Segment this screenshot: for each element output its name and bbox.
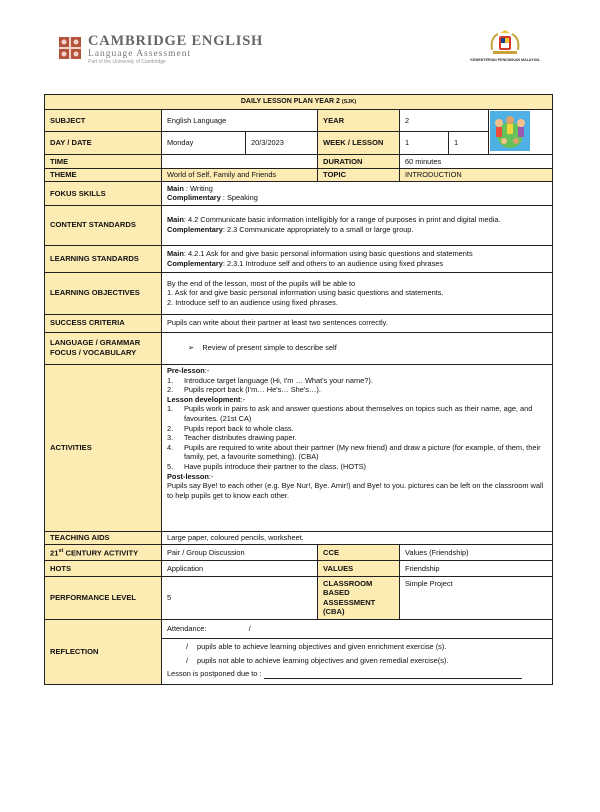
plan-title: DAILY LESSON PLAN YEAR 2 (SJK) bbox=[45, 95, 553, 110]
cambridge-tagline: Part of the University of Cambridge bbox=[88, 59, 166, 65]
subject-row bbox=[45, 109, 553, 132]
time-row bbox=[45, 155, 553, 169]
subject-label: SUBJECT bbox=[45, 109, 162, 132]
reflection-value bbox=[162, 619, 553, 684]
values-label: VALUES bbox=[318, 561, 400, 577]
day-value: Monday bbox=[162, 132, 246, 155]
activity-step bbox=[167, 433, 547, 443]
duration-value: 60 minutes bbox=[400, 155, 553, 169]
step-text: Pupils report back to whole class. bbox=[184, 423, 294, 433]
hots-row bbox=[45, 561, 553, 577]
time-label: TIME bbox=[45, 155, 162, 169]
week-label: WEEK / LESSON bbox=[318, 132, 400, 155]
step-number: 2. bbox=[167, 423, 174, 433]
focus-row bbox=[45, 182, 553, 205]
cambridge-shield-logo bbox=[58, 36, 82, 60]
date-value: 20/3/2023 bbox=[246, 132, 318, 155]
reflection-divider bbox=[162, 638, 552, 639]
success-criteria-row bbox=[45, 314, 553, 332]
language-focus-row bbox=[45, 332, 553, 364]
kids-image-cell bbox=[489, 109, 553, 155]
cambridge-subtitle: Language Assessment bbox=[88, 49, 192, 59]
cambridge-title: CAMBRIDGE ENGLISH bbox=[88, 33, 264, 49]
reflection-row bbox=[45, 619, 553, 684]
focus-value: Main : Writing Complimentary : Speaking bbox=[162, 182, 553, 205]
activity-step bbox=[167, 424, 547, 434]
cba-value: Simple Project bbox=[400, 577, 553, 619]
learning-objectives-value: By the end of the lesson, most of the pupils will be able to 1. Ask for and give basic personal information using basic questions and statements. 2. Introduce self to an audience using fixed phrases. bbox=[162, 272, 553, 314]
step-number: 3. bbox=[167, 433, 174, 443]
lesson-development-heading: Lesson development:- bbox=[167, 394, 246, 404]
activities-label: ACTIVITIES bbox=[45, 364, 162, 531]
cce-label: CCE bbox=[318, 545, 400, 561]
century-activity-label: 21st CENTURY ACTIVITY bbox=[45, 545, 162, 561]
title-row bbox=[45, 95, 553, 110]
step-text: Have pupils introduce their partner to the class. (HOTS) bbox=[184, 462, 366, 471]
reflection-line-2: / pupils not able to achieve learning objectives and given remedial exercise(s). bbox=[185, 655, 449, 665]
focus-label: FOKUS SKILLS bbox=[45, 182, 162, 205]
content-standards-value: Main: 4.2 Communicate basic information intelligibly for a range of purposes in print and digital media. Complementary: 2.3 Communicate appropriately to a small or large group. bbox=[162, 205, 553, 245]
step-number: 4. bbox=[167, 442, 174, 452]
step-number: 5. bbox=[167, 462, 174, 471]
lesson-plan-table bbox=[44, 94, 553, 685]
day-label: DAY / DATE bbox=[45, 132, 162, 155]
attendance-line: Attendance: / bbox=[167, 624, 251, 634]
postponed-line: Lesson is postponed due to : bbox=[167, 669, 547, 679]
cambridge-wordmark bbox=[88, 34, 263, 66]
step-number: 1. bbox=[167, 375, 174, 385]
theme-row bbox=[45, 168, 553, 182]
step-text: Pupils work in pairs to ask and answer questions about themselves on topics such as their name, age, and favourites. (21st CA) bbox=[184, 404, 533, 424]
learning-standards-row bbox=[45, 245, 553, 272]
century-activity-value: Pair / Group Discussion bbox=[162, 545, 318, 561]
teaching-aids-row bbox=[45, 531, 553, 545]
learning-objectives-label: LEARNING OBJECTIVES bbox=[45, 272, 162, 314]
day-row bbox=[45, 132, 553, 155]
language-focus-value: ➢ Review of present simple to describe self bbox=[162, 332, 553, 364]
children-clipart-image bbox=[490, 111, 530, 151]
lesson-value: 1 bbox=[449, 132, 489, 155]
step-number: 2. bbox=[167, 385, 174, 395]
language-focus-label: LANGUAGE / GRAMMAR FOCUS / VOCABULARY bbox=[45, 332, 162, 364]
topic-value: INTRODUCTION bbox=[400, 168, 553, 182]
reflection-line-1: / pupils able to achieve learning objectives and given enrichment exercise (s). bbox=[185, 641, 447, 651]
performance-level-row bbox=[45, 577, 553, 619]
year-value: 2 bbox=[400, 109, 489, 132]
activities-value bbox=[162, 364, 553, 531]
success-criteria-label: SUCCESS CRITERIA bbox=[45, 314, 162, 332]
step-number: 1. bbox=[167, 404, 174, 414]
step-text: Teacher distributes drawing paper. bbox=[184, 433, 297, 443]
subject-value: English Language bbox=[162, 109, 318, 132]
teaching-aids-label: TEACHING AIDS bbox=[45, 531, 162, 545]
cba-label: CLASSROOM BASED ASSESSMENT (CBA) bbox=[318, 577, 400, 619]
pre-lesson-list bbox=[167, 376, 547, 395]
week-value: 1 bbox=[400, 132, 449, 155]
arrow-bullet-icon: ➢ bbox=[188, 343, 195, 353]
time-value bbox=[162, 155, 318, 169]
topic-label: TOPIC bbox=[318, 168, 400, 182]
lesson-development-list bbox=[167, 404, 547, 471]
activity-step bbox=[167, 443, 547, 462]
learning-standards-label: LEARNING STANDARDS bbox=[45, 245, 162, 272]
cce-value: Values (Friendship) bbox=[400, 545, 553, 561]
post-lesson-text: Pupils say Bye! to each other (e.g. Bye Nur!, Bye. Amir!) and Bye! to you. pictures can be left on the classroom wall to help pupils get to know each other. bbox=[167, 481, 544, 500]
activity-step bbox=[167, 462, 547, 472]
performance-level-label: PERFORMANCE LEVEL bbox=[45, 577, 162, 619]
activities-row bbox=[45, 364, 553, 531]
postponed-blank[interactable] bbox=[264, 670, 522, 679]
hots-value: Application bbox=[162, 561, 318, 577]
content-standards-row bbox=[45, 205, 553, 245]
ministry-crest-icon bbox=[488, 30, 522, 56]
step-text: Pupils are required to write about their partner (My new friend) and draw a picture (for example, of them, their family, pet, a favourite something). (CBA) bbox=[184, 442, 541, 462]
content-standards-label: CONTENT STANDARDS bbox=[45, 205, 162, 245]
learning-standards-value: Main: 4.2.1 Ask for and give basic personal information using basic questions and statements Complementary: 2.3.1 Introduce self and others to an audience using fixed phrases bbox=[162, 245, 553, 272]
duration-label: DURATION bbox=[318, 155, 400, 169]
hots-label: HOTS bbox=[45, 561, 162, 577]
theme-value: World of Self, Family and Friends bbox=[162, 168, 318, 182]
step-text: Pupils report back (I'm… He's… She's…). bbox=[184, 385, 321, 395]
success-criteria-value: Pupils can write about their partner at least two sentences correctly. bbox=[162, 314, 553, 332]
activity-step bbox=[167, 404, 547, 423]
theme-label: THEME bbox=[45, 168, 162, 182]
step-text: Introduce target language (Hi, I'm … What's your name?). bbox=[184, 375, 373, 385]
teaching-aids-value: Large paper, coloured pencils, worksheet. bbox=[162, 531, 553, 545]
pre-lesson-heading: Pre-lesson:- bbox=[167, 366, 210, 376]
performance-level-value: 5 bbox=[162, 577, 318, 619]
learning-objectives-row bbox=[45, 272, 553, 314]
year-label: YEAR bbox=[318, 109, 400, 132]
post-lesson-heading: Post-lesson:- bbox=[167, 471, 214, 481]
page-header bbox=[0, 0, 600, 80]
activity-step bbox=[167, 376, 547, 386]
ministry-name: KEMENTERIAN PENDIDIKAN MALAYSIA bbox=[470, 58, 540, 62]
century-activity-row bbox=[45, 545, 553, 561]
values-value: Friendship bbox=[400, 561, 553, 577]
reflection-label: REFLECTION bbox=[45, 619, 162, 684]
activity-step bbox=[167, 385, 547, 395]
